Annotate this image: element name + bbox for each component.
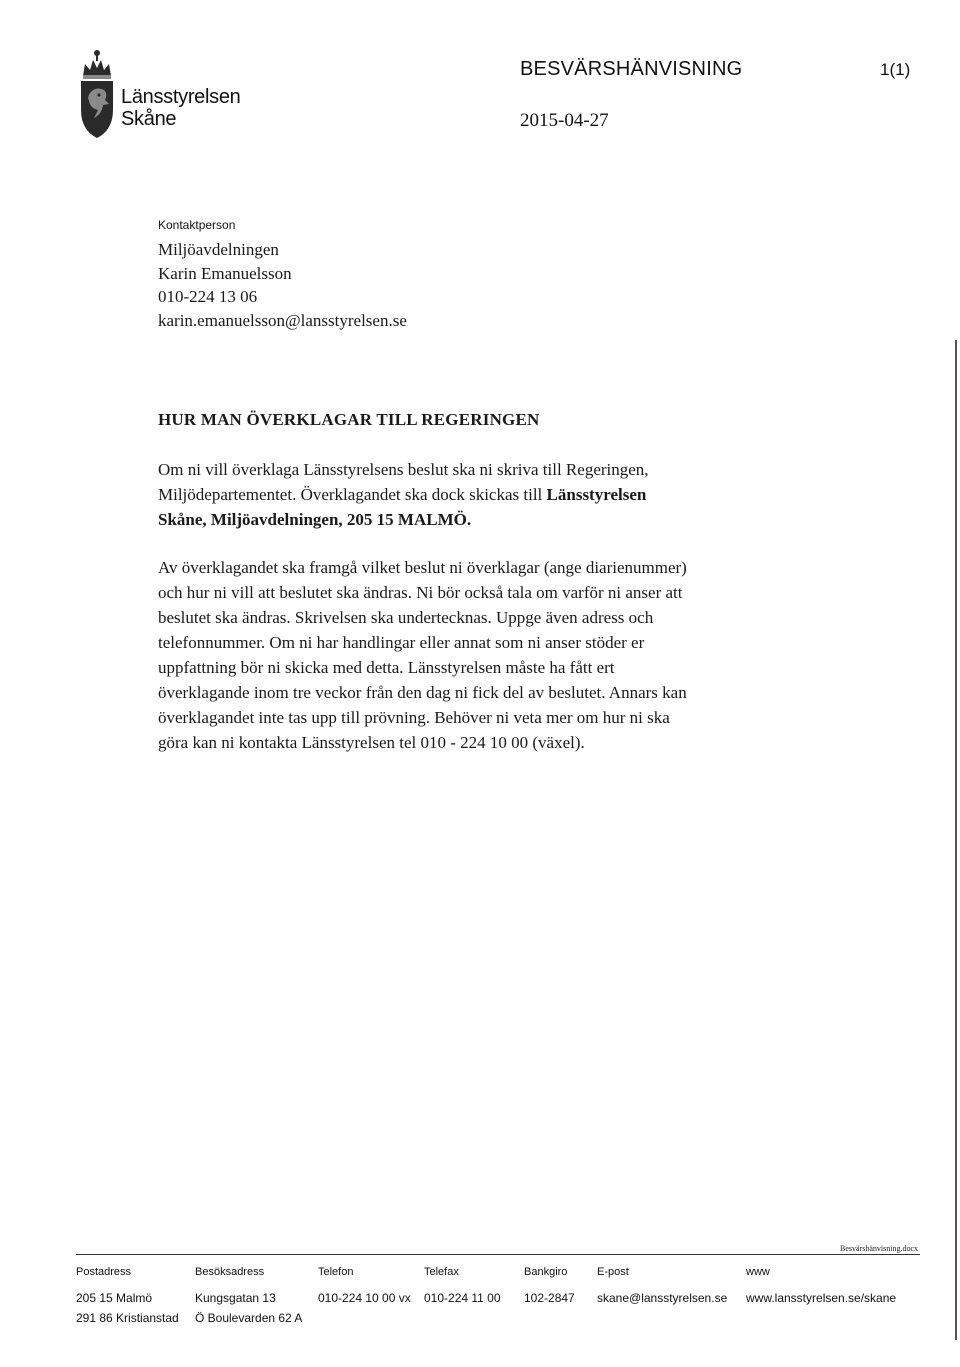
paragraph-line: och hur ni vill att beslutet ska ändras. Ni bör också tala om varför ni anser att	[158, 583, 683, 602]
footer-label: E-post	[597, 1266, 629, 1278]
footer-value: 291 86 Kristianstad	[76, 1311, 179, 1325]
footer-column-postadress	[76, 1262, 179, 1328]
footer-column-www	[746, 1262, 896, 1308]
contact-department: Miljöavdelningen	[158, 240, 279, 259]
footer-label: Telefon	[318, 1266, 354, 1278]
scan-edge-line	[955, 340, 957, 1340]
contact-phone: 010-224 13 06	[158, 287, 258, 306]
contact-block	[158, 218, 407, 332]
footer-value: 010-224 11 00	[424, 1291, 501, 1305]
section-heading: HUR MAN ÖVERKLAGAR TILL REGERINGEN	[158, 410, 540, 429]
paragraph-line: Av överklagandet ska framgå vilket beslut ni överklagar (ange diarienummer)	[158, 558, 687, 577]
footer-label: Telefax	[424, 1266, 459, 1278]
logo-line-1: Länsstyrelsen	[121, 86, 241, 108]
footer-column-bankgiro	[524, 1262, 575, 1308]
paragraph-bold-text: Länsstyrelsen	[546, 485, 647, 504]
paragraph-text: Miljödepartementet. Överklagandet ska dock skickas till	[158, 485, 547, 504]
footer-column-telefax	[424, 1262, 501, 1308]
footer-filename: Besvärshänvisning.docx	[840, 1244, 918, 1253]
footer-website-link[interactable]: www.lansstyrelsen.se/skane	[746, 1291, 897, 1305]
contact-label: Kontaktperson	[158, 218, 236, 232]
paragraph-line: telefonnummer. Om ni har handlingar eller annat som ni anser stöder er	[158, 633, 645, 652]
footer-column-epost	[597, 1262, 727, 1308]
paragraph-line: överklagande inom tre veckor från den dag ni fick del av beslutet. Annars kan	[158, 683, 687, 702]
footer-divider	[76, 1254, 920, 1255]
document-date: 2015-04-27	[520, 110, 609, 131]
page-number: 1(1)	[880, 60, 911, 79]
paragraph-line	[158, 482, 778, 507]
paragraph-line: beslutet ska ändras. Skrivelsen ska undertecknas. Uppge även adress och	[158, 608, 654, 627]
paragraph-bold-line: Skåne, Miljöavdelningen, 205 15 MALMÖ.	[158, 510, 472, 529]
document-type: BESVÄRSHÄNVISNING	[520, 58, 743, 80]
paragraph-line: Om ni vill överklaga Länsstyrelsens beslut ska ni skriva till Regeringen,	[158, 460, 649, 479]
footer-value: Kungsgatan 13	[195, 1291, 276, 1305]
footer-column-telefon	[318, 1262, 411, 1308]
footer-label: www	[746, 1266, 770, 1278]
paragraph-line: uppfattning bör ni skicka med detta. Länsstyrelsen måste ha fått ert	[158, 658, 615, 677]
footer-column-besoksadress	[195, 1262, 302, 1328]
organization-logo-text	[121, 86, 241, 130]
footer-email[interactable]: skane@lansstyrelsen.se	[597, 1291, 728, 1305]
footer-label: Bankgiro	[524, 1266, 568, 1278]
contact-email: karin.emanuelsson@lansstyrelsen.se	[158, 310, 407, 330]
footer-value: Ö Boulevarden 62 A	[195, 1311, 303, 1325]
footer-value: 102-2847	[524, 1291, 575, 1305]
paragraph-appeal-instructions	[158, 555, 778, 755]
paragraph-line: göra kan ni kontakta Länsstyrelsen tel 010 - 224 10 00 (växel).	[158, 733, 585, 752]
footer-label: Besöksadress	[195, 1266, 265, 1278]
footer-value: 205 15 Malmö	[76, 1291, 153, 1305]
footer-value: 010-224 10 00 vx	[318, 1291, 411, 1305]
logo-line-2: Skåne	[121, 108, 177, 130]
coat-of-arms-crest-icon	[78, 48, 116, 140]
paragraph-appeal-address	[158, 457, 778, 532]
contact-name: Karin Emanuelsson	[158, 263, 292, 283]
paragraph-line: överklagandet inte tas upp till prövning. Behöver ni veta mer om hur ni ska	[158, 708, 670, 727]
footer-label: Postadress	[76, 1266, 132, 1278]
